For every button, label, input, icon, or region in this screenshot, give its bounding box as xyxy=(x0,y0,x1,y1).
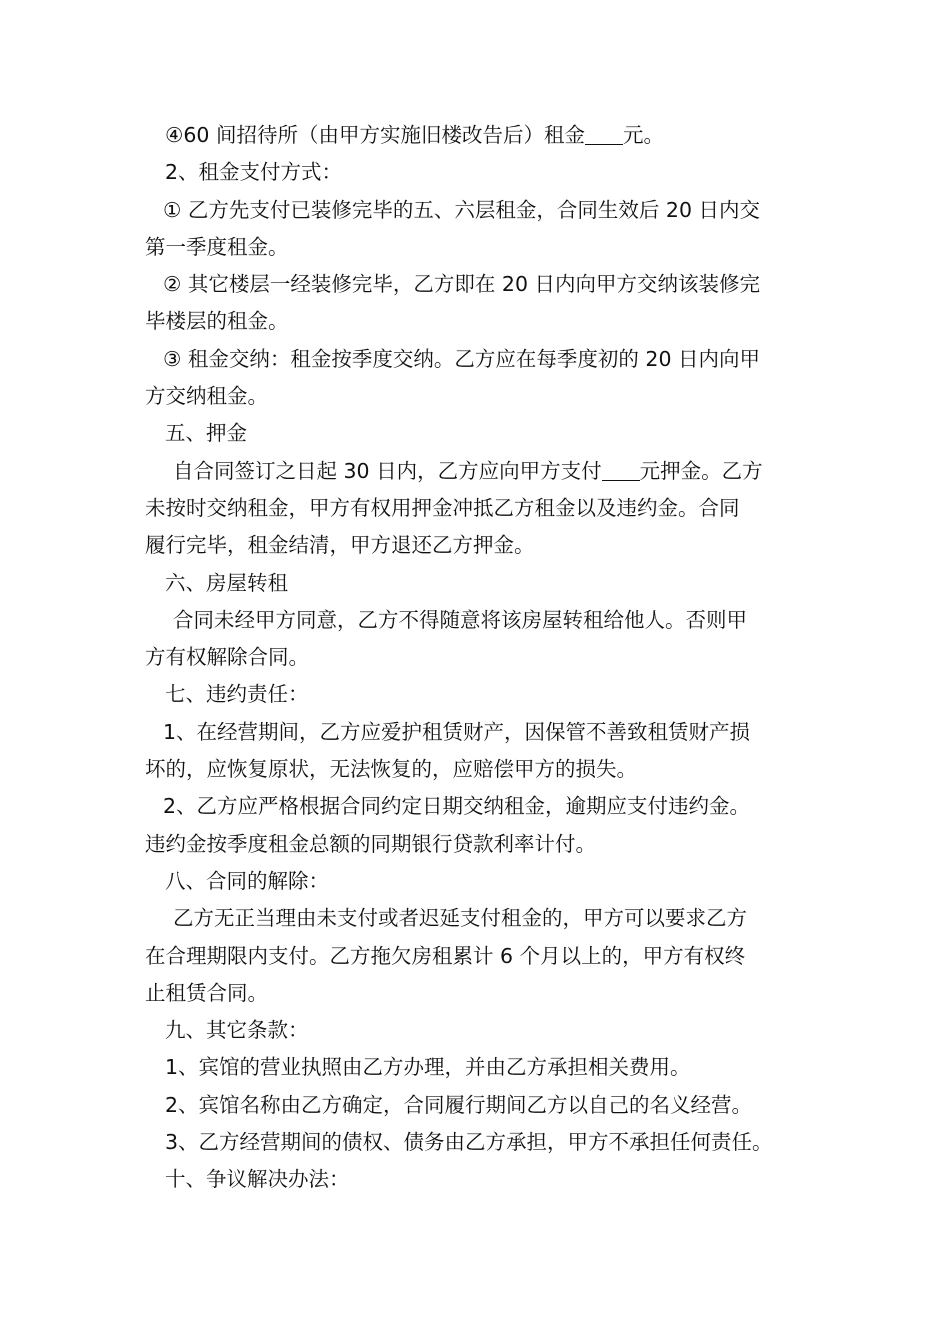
document-line xyxy=(145,1049,815,1086)
line-text: ① 乙方先支付已装修完毕的五、六层租金，合同生效后 20 日内交 xyxy=(163,197,761,222)
line-text: ③ 租金交纳：租金按季度交纳。乙方应在每季度初的 20 日内向甲 xyxy=(163,346,761,371)
line-text-after-blank: 元押金。乙方 xyxy=(639,458,763,483)
document-line xyxy=(145,154,815,191)
document-line xyxy=(145,863,815,900)
line-text: 在合理期限内支付。乙方拖欠房租累计 6 个月以上的，甲方有权终 xyxy=(145,943,746,968)
document-line xyxy=(145,192,815,229)
document-line xyxy=(145,676,815,713)
document-line xyxy=(145,714,815,751)
fill-in-blank xyxy=(585,122,623,145)
line-text: 方有权解除合同。 xyxy=(145,645,309,670)
line-text: 乙方无正当理由未支付或者迟延支付租金的，甲方可以要求乙方 xyxy=(173,906,747,931)
line-text: 合同未经甲方同意，乙方不得随意将该房屋转租给他人。否则甲 xyxy=(173,607,747,632)
document-line xyxy=(145,1161,815,1198)
line-text: 止租赁合同。 xyxy=(145,980,268,1005)
line-text: 毕楼层的租金。 xyxy=(145,309,289,334)
line-text: 六、房屋转租 xyxy=(165,570,288,595)
line-text: 方交纳租金。 xyxy=(145,384,268,409)
document-line xyxy=(145,341,815,378)
document-line xyxy=(145,1087,815,1124)
document-line xyxy=(145,602,815,639)
document-line xyxy=(145,415,815,452)
document-body xyxy=(145,117,815,1199)
document-line xyxy=(145,826,815,863)
document-line xyxy=(145,565,815,602)
document-line xyxy=(145,378,815,415)
line-text: 自合同签订之日起 30 日内，乙方应向甲方支付 xyxy=(173,458,602,483)
line-text: 2、乙方应严格根据合同约定日期交纳租金，逾期应支付违约金。 xyxy=(163,794,751,819)
line-text: 未按时交纳租金，甲方有权用押金冲抵乙方租金以及违约金。合同 xyxy=(145,495,740,520)
line-text: 2、租金支付方式： xyxy=(165,160,343,185)
document-line xyxy=(145,788,815,825)
document-line xyxy=(145,900,815,937)
line-text: 1、宾馆的营业执照由乙方办理，并由乙方承担相关费用。 xyxy=(165,1055,691,1080)
fill-in-blank xyxy=(602,458,640,481)
line-text-after-blank: 元。 xyxy=(622,123,664,147)
line-text: ② 其它楼层一经装修完毕，乙方即在 20 日内向甲方交纳该装修完 xyxy=(163,272,761,297)
line-text: 履行完毕，租金结清，甲方退还乙方押金。 xyxy=(145,533,535,558)
line-text: 违约金按季度租金总额的同期银行贷款利率计付。 xyxy=(145,831,596,856)
document-line xyxy=(145,453,815,490)
document-line xyxy=(145,266,815,303)
document-line xyxy=(145,229,815,266)
line-text: 第一季度租金。 xyxy=(145,234,289,259)
document-line xyxy=(145,938,815,975)
document-line xyxy=(145,490,815,527)
document-line xyxy=(145,751,815,788)
line-text: 2、宾馆名称由乙方确定，合同履行期间乙方以自己的名义经营。 xyxy=(165,1092,753,1117)
document-line xyxy=(145,303,815,340)
line-text: ④60 间招待所（由甲方实施旧楼改告后）租金 xyxy=(165,123,585,147)
document-line xyxy=(145,1012,815,1049)
document-line xyxy=(145,527,815,564)
document-line xyxy=(145,1124,815,1161)
line-text: 3、乙方经营期间的债权、债务由乙方承担，甲方不承担任何责任。 xyxy=(165,1130,773,1155)
line-text: 八、合同的解除： xyxy=(165,868,329,893)
line-text: 坏的，应恢复原状，无法恢复的，应赔偿甲方的损失。 xyxy=(145,757,637,782)
document-line xyxy=(145,117,815,154)
line-text: 十、争议解决办法： xyxy=(165,1167,350,1192)
line-text: 七、违约责任： xyxy=(165,682,309,707)
document-line xyxy=(145,975,815,1012)
line-text: 1、在经营期间，乙方应爱护租赁财产，因保管不善致租赁财产损 xyxy=(163,719,751,744)
line-text: 九、其它条款： xyxy=(165,1018,309,1043)
line-text: 五、押金 xyxy=(165,421,247,446)
document-line xyxy=(145,639,815,676)
